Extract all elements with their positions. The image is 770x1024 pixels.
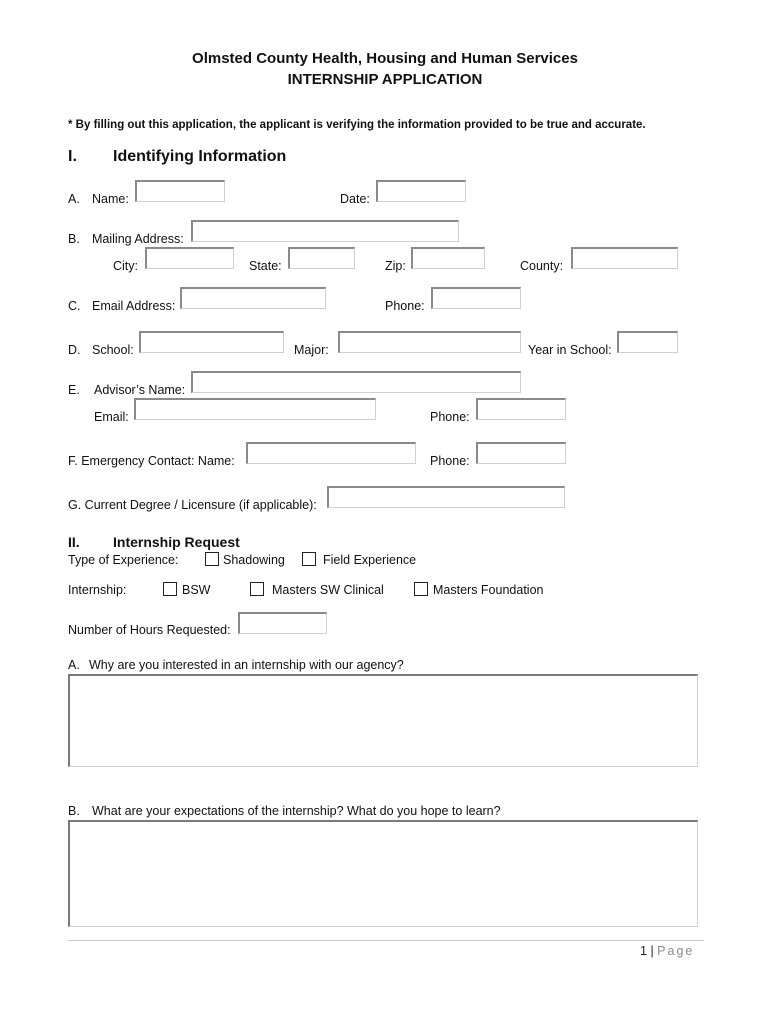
school-input[interactable] <box>139 331 284 353</box>
email-address-label: Email Address: <box>92 299 176 313</box>
advisor-email-label: Email: <box>94 410 129 424</box>
item-e-prefix: E. <box>68 383 80 397</box>
zip-input[interactable] <box>411 247 485 269</box>
section-2-heading: Internship Request <box>113 534 240 550</box>
date-input[interactable] <box>376 180 466 202</box>
field-experience-label: Field Experience <box>323 553 417 567</box>
item-c-prefix: C. <box>68 299 81 313</box>
page-footer <box>640 944 694 958</box>
accuracy-notice: * By filling out this application, the applicant is verifying the information provided to be true and accurate. <box>68 119 646 131</box>
field-experience-checkbox[interactable] <box>302 552 316 566</box>
experience-type-label: Type of Experience: <box>68 553 179 567</box>
shadowing-label: Shadowing <box>223 553 285 567</box>
question-b-textarea[interactable] <box>68 820 698 927</box>
question-a-text: Why are you interested in an internship with our agency? <box>89 658 404 672</box>
advisor-email-input[interactable] <box>134 398 376 420</box>
page-title: INTERNSHIP APPLICATION <box>287 71 483 88</box>
section-2-numeral: II. <box>68 534 80 550</box>
page-word: Page <box>657 944 695 958</box>
county-input[interactable] <box>571 247 678 269</box>
major-label: Major: <box>294 343 329 357</box>
name-label: Name: <box>92 192 129 206</box>
hours-requested-input[interactable] <box>238 612 327 634</box>
mailing-address-label: Mailing Address: <box>92 232 184 246</box>
advisor-name-label: Advisor’s Name: <box>94 383 186 397</box>
masters-foundation-label: Masters Foundation <box>433 583 544 597</box>
email-address-input[interactable] <box>180 287 326 309</box>
item-a-prefix: A. <box>68 192 80 206</box>
emergency-phone-label: Phone: <box>430 454 470 468</box>
item-d-prefix: D. <box>68 343 81 357</box>
mailing-address-input[interactable] <box>191 220 459 242</box>
emergency-phone-input[interactable] <box>476 442 566 464</box>
bsw-checkbox[interactable] <box>163 582 177 596</box>
phone-input[interactable] <box>431 287 521 309</box>
degree-label: G. Current Degree / Licensure (if applicable): <box>68 498 317 512</box>
major-input[interactable] <box>338 331 521 353</box>
question-b-prefix: B. <box>68 804 80 818</box>
emergency-contact-label: F. Emergency Contact: Name: <box>68 454 235 468</box>
section-1-heading: Identifying Information <box>113 148 287 165</box>
masters-foundation-checkbox[interactable] <box>414 582 428 596</box>
page-number: 1 <box>640 944 647 958</box>
zip-label: Zip: <box>385 259 406 273</box>
city-label: City: <box>113 259 138 273</box>
year-in-school-label: Year in School: <box>528 343 612 357</box>
bsw-label: BSW <box>182 583 211 597</box>
internship-label: Internship: <box>68 583 127 597</box>
state-input[interactable] <box>288 247 355 269</box>
advisor-name-input[interactable] <box>191 371 521 393</box>
organization-title: Olmsted County Health, Housing and Human Services <box>192 50 578 67</box>
city-input[interactable] <box>145 247 234 269</box>
advisor-phone-label: Phone: <box>430 410 470 424</box>
county-label: County: <box>520 259 564 273</box>
footer-divider <box>68 940 704 941</box>
shadowing-checkbox[interactable] <box>205 552 219 566</box>
date-label: Date: <box>340 192 370 206</box>
school-label: School: <box>92 343 134 357</box>
question-a-prefix: A. <box>68 658 80 672</box>
question-a-textarea[interactable] <box>68 674 698 767</box>
phone-label: Phone: <box>385 299 425 313</box>
degree-input[interactable] <box>327 486 565 508</box>
name-input[interactable] <box>135 180 225 202</box>
year-in-school-input[interactable] <box>617 331 678 353</box>
state-label: State: <box>249 259 282 273</box>
masters-sw-clinical-label: Masters SW Clinical <box>272 583 384 597</box>
page-separator: | <box>650 944 654 958</box>
item-b-prefix: B. <box>68 232 80 246</box>
question-b-text: What are your expectations of the internship? What do you hope to learn? <box>92 804 501 818</box>
emergency-contact-name-input[interactable] <box>246 442 416 464</box>
masters-sw-clinical-checkbox[interactable] <box>250 582 264 596</box>
section-1-numeral: I. <box>68 148 77 165</box>
advisor-phone-input[interactable] <box>476 398 566 420</box>
hours-requested-label: Number of Hours Requested: <box>68 623 231 637</box>
